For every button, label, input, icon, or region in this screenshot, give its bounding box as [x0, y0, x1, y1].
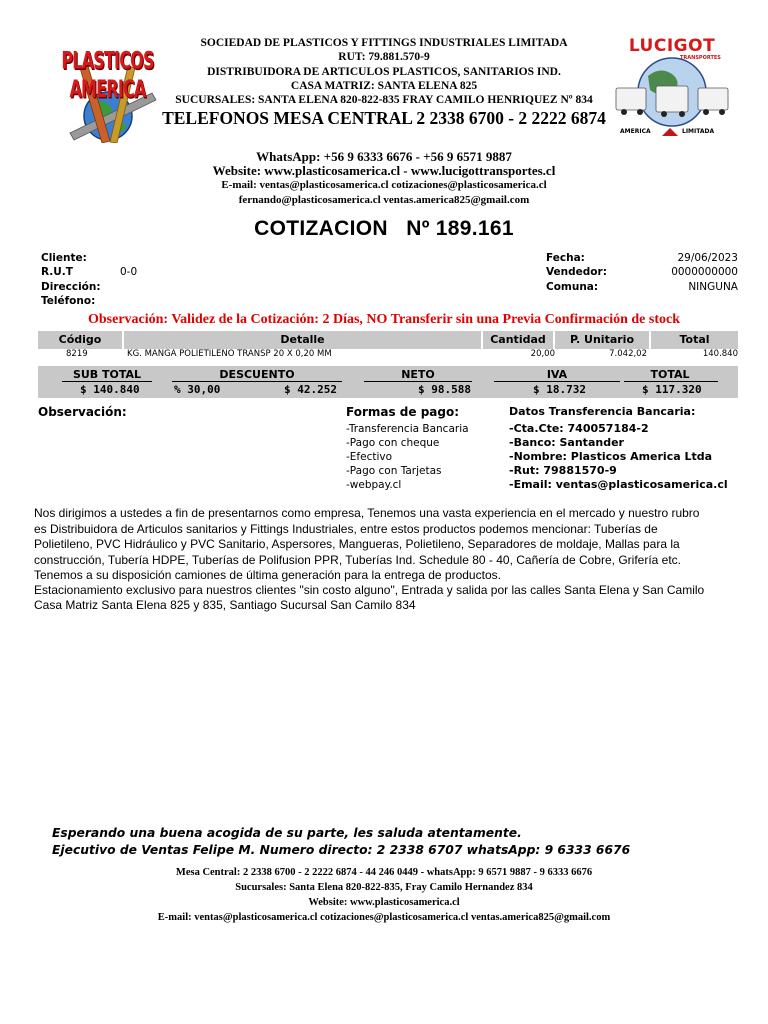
neto-value: $ 98.588: [418, 383, 471, 396]
payment-item: -Pago con cheque: [346, 437, 440, 449]
logo-right-footer-left: AMERICA: [620, 128, 651, 135]
logo-left-text: PLASTICOS AMERICA: [61, 46, 154, 103]
row-unitario: 7.042,02: [609, 349, 647, 359]
total-value: $ 117.320: [642, 383, 702, 396]
bank-item: -Nombre: Plasticos America Ltda: [509, 450, 713, 463]
fecha-label: Fecha:: [546, 252, 585, 264]
col-header-unitario: P. Unitario: [555, 331, 649, 349]
bank-item: -Banco: Santander: [509, 436, 624, 449]
fecha-value: 29/06/2023: [677, 252, 738, 264]
total-label: TOTAL: [650, 368, 690, 381]
payment-item: -Pago con Tarjetas: [346, 465, 442, 477]
col-header-total: Total: [651, 331, 738, 349]
neto-label: NETO: [401, 368, 435, 381]
intro-paragraph-line: construcción, Tubería HDPE, Tuberías de Polifusion PPR, Tuberías Ind. Schedule 80 - 40, Cañería de Cobre, Grifería etc.: [34, 553, 682, 567]
closing-line-1: Esperando una buena acogida de su parte, les saluda atentamente.: [52, 826, 522, 840]
col-header-detalle: Detalle: [124, 331, 481, 349]
intro-paragraph-line: Polietileno, PVC Hidráulico y PVC Sanitario, Aspersores, Mangueras, Polietileno, Separadores de moldaje, Mallas para la: [34, 537, 680, 551]
bank-item: -Cta.Cte: 740057184-2: [509, 422, 649, 435]
email-line-2: fernando@plasticosamerica.cl ventas.america825@gmail.com: [238, 194, 530, 206]
whatsapp-line: WhatsApp: +56 9 6333 6676 - +56 9 6571 9887: [256, 149, 512, 164]
rut-label: R.U.T: [41, 266, 73, 278]
central-phones: TELEFONOS MESA CENTRAL 2 2338 6700 - 2 2222 6874: [162, 108, 606, 128]
vendedor-label: Vendedor:: [546, 266, 607, 278]
footer-website: Website: www.plasticosamerica.cl: [308, 897, 460, 908]
logo-right-subtext: TRANSPORTES: [680, 55, 721, 61]
logo-right-text: LUCIGOT: [628, 36, 716, 56]
validity-observation: Observación: Validez de la Cotización: 2 Días, NO Transferir sin una Previa Confirmación de stock: [87, 312, 680, 327]
quote-number: Nº 189.161: [406, 217, 514, 240]
intro-paragraph-line: Tenemos a su disposición camiones de última generación para la entrega de productos.: [34, 568, 501, 582]
cliente-label: Cliente:: [41, 252, 87, 264]
row-total: 140.840: [702, 349, 738, 359]
vendedor-value: 0000000000: [671, 266, 738, 278]
footer-emails: E-mail: ventas@plasticosamerica.cl cotizaciones@plasticosamerica.cl ventas.america825@gmail.com: [157, 912, 611, 923]
logo-right-footer-right: LIMITADA: [682, 128, 715, 135]
branches: SUCURSALES: SANTA ELENA 820-822-835 FRAY CAMILO HENRIQUEZ Nº 834: [175, 94, 593, 106]
email-line-1: E-mail: ventas@plasticosamerica.cl cotizaciones@plasticosamerica.cl: [221, 179, 547, 191]
intro-paragraph-line: es Distribuidora de Articulos sanitarios y Fittings Industriales, entre estos productos podemos mencionar: Tuberías de: [34, 522, 658, 536]
comuna-value: NINGUNA: [688, 281, 738, 293]
payment-item: -Transferencia Bancaria: [346, 423, 469, 435]
iva-label: IVA: [546, 368, 568, 381]
payment-title: Formas de pago:: [346, 405, 460, 419]
col-header-cantidad: Cantidad: [483, 331, 553, 349]
observacion-label: Observación:: [38, 405, 127, 419]
closing-line-2: Ejecutivo de Ventas Felipe M. Numero directo: 2 2338 6707 whatsApp: 9 6333 6676: [52, 843, 631, 857]
company-name: SOCIEDAD DE PLASTICOS Y FITTINGS INDUSTRIALES LIMITADA: [200, 37, 568, 49]
descuento-value: $ 42.252: [284, 383, 337, 396]
iva-value: $ 18.732: [533, 383, 586, 396]
bank-title: Datos Transferencia Bancaria:: [509, 405, 696, 418]
descuento-label: DESCUENTO: [219, 368, 295, 381]
lucigot-transportes-logo: [612, 36, 732, 146]
intro-paragraph-line: Nos dirigimos a ustedes a fin de presentarnos como empresa, Tenemos una vasta experiencia en el mercado y nuestro rubro: [34, 506, 700, 520]
row-detalle: KG. MANGA POLIETILENO TRANSP 20 X 0,20 MM: [127, 349, 332, 359]
row-cantidad: 20,00: [530, 349, 555, 359]
comuna-label: Comuna:: [546, 281, 599, 293]
payment-item: -webpay.cl: [346, 479, 402, 491]
direccion-label: Dirección:: [41, 281, 101, 293]
payment-item: -Efectivo: [346, 451, 393, 463]
intro-paragraph-line: Casa Matriz Santa Elena 825 y 835, Santiago Sucursal San Camilo 834: [34, 598, 416, 612]
rut-value: 0-0: [120, 266, 138, 278]
bank-item: -Email: ventas@plasticosamerica.cl: [509, 478, 728, 491]
row-codigo: 8219: [66, 349, 88, 359]
quote-title-label: COTIZACION: [254, 217, 388, 240]
subtotal-value: $ 140.840: [80, 383, 140, 396]
main-office: CASA MATRIZ: SANTA ELENA 825: [290, 80, 478, 92]
col-header-codigo: Código: [38, 331, 122, 349]
website-line: Website: www.plasticosamerica.cl - www.lucigottransportes.cl: [212, 163, 556, 178]
footer-branches: Sucursales: Santa Elena 820-822-835, Fray Camilo Hernandez 834: [235, 882, 533, 893]
descuento-pct: % 30,00: [174, 383, 221, 396]
subtotal-label: SUB TOTAL: [72, 368, 142, 381]
telefono-label: Teléfono:: [41, 295, 96, 307]
intro-paragraph-line: Estacionamiento exclusivo para nuestros clientes "sin costo alguno", Entrada y salida por las calles Santa Elena y San Camilo: [34, 583, 705, 597]
quote-title: [0, 217, 768, 241]
bank-item: -Rut: 79881570-9: [509, 464, 617, 477]
footer-phones: Mesa Central: 2 2338 6700 - 2 2222 6874 - 44 246 0449 - whatsApp: 9 6571 9887 - 9 6333 6676: [175, 867, 593, 878]
company-business: DISTRIBUIDORA DE ARTICULOS PLASTICOS, SANITARIOS IND.: [207, 66, 561, 78]
company-rut: RUT: 79.881.570-9: [338, 51, 430, 63]
